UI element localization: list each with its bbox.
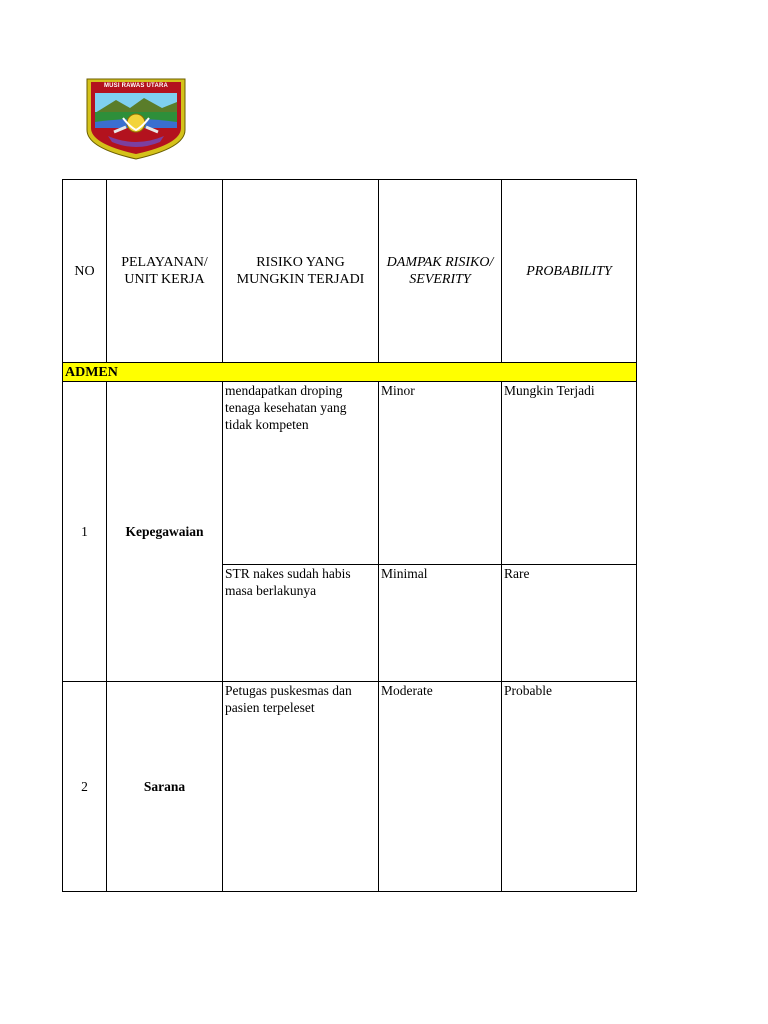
risk-register-table — [62, 179, 637, 892]
regency-logo — [86, 78, 186, 160]
section-label: ADMEN — [63, 363, 637, 382]
unit-name: Sarana — [107, 682, 223, 892]
risk-cell: STR nakes sudah habis masa berlakunya — [223, 565, 379, 682]
unit-name: Kepegawaian — [107, 382, 223, 682]
table-row — [63, 682, 637, 892]
header-no: NO — [63, 180, 107, 363]
severity-cell: Minimal — [379, 565, 502, 682]
row-number: 1 — [63, 382, 107, 682]
logo-banner-text: MUSI RAWAS UTARA — [103, 83, 169, 89]
severity-cell: Minor — [379, 382, 502, 565]
risk-cell: mendapatkan droping tenaga kesehatan yang tidak kompeten — [223, 382, 379, 565]
header-probability: PROBABILITY — [502, 180, 637, 363]
risk-cell: Petugas puskesmas dan pasien terpeleset — [223, 682, 379, 892]
table-row — [63, 382, 637, 565]
row-number: 2 — [63, 682, 107, 892]
section-row — [63, 363, 637, 382]
probability-cell: Rare — [502, 565, 637, 682]
table-header-row — [63, 180, 637, 363]
header-risk: RISIKO YANG MUNGKIN TERJADI — [223, 180, 379, 363]
header-unit: PELAYANAN/ UNIT KERJA — [107, 180, 223, 363]
probability-cell: Mungkin Terjadi — [502, 382, 637, 565]
header-severity: DAMPAK RISIKO/ SEVERITY — [379, 180, 502, 363]
probability-cell: Probable — [502, 682, 637, 892]
severity-cell: Moderate — [379, 682, 502, 892]
